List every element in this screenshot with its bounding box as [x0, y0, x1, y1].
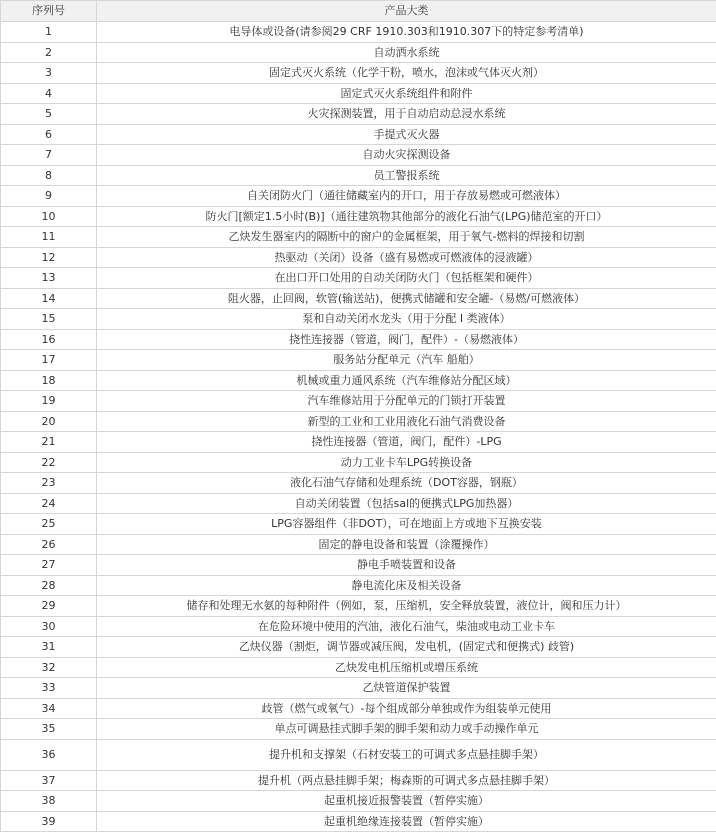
table-row [1, 637, 716, 658]
table-row [1, 657, 716, 678]
row-product-category: 热驱动（关闭）设备（盛有易燃或可燃液体的浸液罐） [97, 247, 716, 268]
table-row [1, 186, 716, 207]
row-product-category: 静电手喷装置和设备 [97, 555, 716, 576]
table-row [1, 22, 716, 43]
row-product-category: 乙炔发生器室内的隔断中的窗户的金属框架，用于氧气-燃料的焊接和切割 [97, 227, 716, 248]
table-row [1, 452, 716, 473]
row-product-category: 手提式灭火器 [97, 124, 716, 145]
row-product-category: 提升机和支撑架（石材安装工的可调式多点悬挂脚手架） [97, 739, 716, 770]
row-product-category: 挠性连接器（管道，阀门，配件）-LPG [97, 432, 716, 453]
row-product-category: 防火门[额定1.5小时(B)]（通往建筑物其他部分的液化石油气(LPG)储范室的开口） [97, 206, 716, 227]
row-product-category: 自动洒水系统 [97, 42, 716, 63]
row-serial-number: 16 [1, 329, 97, 350]
table-row [1, 514, 716, 535]
row-serial-number: 29 [1, 596, 97, 617]
table-row [1, 104, 716, 125]
table-row [1, 247, 716, 268]
table-row [1, 770, 716, 791]
header-product-category: 产品大类 [97, 1, 716, 22]
table-row [1, 288, 716, 309]
table-row [1, 473, 716, 494]
row-serial-number: 37 [1, 770, 97, 791]
header-serial-number: 序列号 [1, 1, 97, 22]
table-row [1, 596, 716, 617]
row-serial-number: 24 [1, 493, 97, 514]
table-row [1, 83, 716, 104]
row-serial-number: 23 [1, 473, 97, 494]
row-product-category: 员工警报系统 [97, 165, 716, 186]
row-product-category: 汽车维修站用于分配单元的门锁打开装置 [97, 391, 716, 412]
row-serial-number: 1 [1, 22, 97, 43]
row-serial-number: 14 [1, 288, 97, 309]
table-row [1, 791, 716, 812]
row-serial-number: 26 [1, 534, 97, 555]
table-row [1, 165, 716, 186]
row-product-category: 液化石油气存储和处理系统（DOT容器，钢瓶） [97, 473, 716, 494]
row-serial-number: 11 [1, 227, 97, 248]
table-row [1, 329, 716, 350]
row-serial-number: 34 [1, 698, 97, 719]
row-serial-number: 12 [1, 247, 97, 268]
row-serial-number: 33 [1, 678, 97, 699]
table-row [1, 227, 716, 248]
row-serial-number: 4 [1, 83, 97, 104]
row-product-category: 乙炔发电机压缩机或增压系统 [97, 657, 716, 678]
table-row [1, 493, 716, 514]
row-serial-number: 21 [1, 432, 97, 453]
row-serial-number: 5 [1, 104, 97, 125]
table-row [1, 391, 716, 412]
row-product-category: 提升机（两点悬挂脚手架；梅森斯的可调式多点悬挂脚手架） [97, 770, 716, 791]
row-serial-number: 18 [1, 370, 97, 391]
row-serial-number: 6 [1, 124, 97, 145]
row-product-category: 储存和处理无水氨的每种附件（例如，泵，压缩机，安全释放装置，液位计，阀和压力计） [97, 596, 716, 617]
row-serial-number: 28 [1, 575, 97, 596]
row-product-category: 乙炔仪器（割炬，调节器或减压阀，发电机，(固定式和便携式) 歧管) [97, 637, 716, 658]
table-row [1, 432, 716, 453]
row-product-category: 单点可调悬挂式脚手架的脚手架和动力或手动操作单元 [97, 719, 716, 740]
table-row [1, 411, 716, 432]
row-serial-number: 19 [1, 391, 97, 412]
row-serial-number: 9 [1, 186, 97, 207]
row-serial-number: 8 [1, 165, 97, 186]
row-product-category: 新型的工业和工业用液化石油气消费设备 [97, 411, 716, 432]
row-product-category: 在出口开口处用的自动关闭防火门（包括框架和硬件） [97, 268, 716, 289]
row-serial-number: 13 [1, 268, 97, 289]
table-row [1, 124, 716, 145]
table-row [1, 698, 716, 719]
table-row [1, 678, 716, 699]
row-product-category: 机械或重力通风系统（汽车维修站分配区域） [97, 370, 716, 391]
row-product-category: 动力工业卡车LPG转换设备 [97, 452, 716, 473]
table-row [1, 719, 716, 740]
table-body [1, 22, 716, 832]
row-product-category: 自动关闭装置（包括sal的便携式LPG加热器） [97, 493, 716, 514]
row-serial-number: 17 [1, 350, 97, 371]
row-product-category: 挠性连接器（管道，阀门，配件）-（易燃液体） [97, 329, 716, 350]
row-product-category: 阻火器，止回阀，软管(输送站)，便携式储罐和安全罐-（易燃/可燃液体） [97, 288, 716, 309]
table-row [1, 63, 716, 84]
row-product-category: 电导体或设备(请参阅29 CRF 1910.303和1910.307下的特定参考清单) [97, 22, 716, 43]
row-product-category: 静电流化床及相关设备 [97, 575, 716, 596]
row-serial-number: 10 [1, 206, 97, 227]
row-serial-number: 3 [1, 63, 97, 84]
row-serial-number: 31 [1, 637, 97, 658]
row-product-category: 起重机接近报警装置（暂停实施） [97, 791, 716, 812]
row-serial-number: 25 [1, 514, 97, 535]
table-row [1, 145, 716, 166]
row-serial-number: 2 [1, 42, 97, 63]
row-serial-number: 27 [1, 555, 97, 576]
table-row [1, 739, 716, 770]
row-product-category: 乙炔管道保护装置 [97, 678, 716, 699]
table-row [1, 555, 716, 576]
row-serial-number: 7 [1, 145, 97, 166]
table-row [1, 268, 716, 289]
row-serial-number: 39 [1, 811, 97, 832]
row-product-category: 起重机绝缘连接装置（暂停实施） [97, 811, 716, 832]
table-row [1, 350, 716, 371]
table-row [1, 616, 716, 637]
row-serial-number: 20 [1, 411, 97, 432]
row-product-category: 固定的静电设备和装置（涂覆操作） [97, 534, 716, 555]
row-serial-number: 30 [1, 616, 97, 637]
table-row [1, 206, 716, 227]
row-product-category: 火灾探测装置，用于自动启动总浸水系统 [97, 104, 716, 125]
table-row [1, 534, 716, 555]
table-row [1, 42, 716, 63]
row-serial-number: 38 [1, 791, 97, 812]
row-product-category: 固定式灭火系统组件和附件 [97, 83, 716, 104]
row-product-category: 自动火灾探测设备 [97, 145, 716, 166]
row-product-category: 泵和自动关闭水龙头（用于分配 I 类液体） [97, 309, 716, 330]
row-serial-number: 22 [1, 452, 97, 473]
table-row [1, 575, 716, 596]
row-product-category: 在危险环境中使用的汽油，液化石油气，柴油或电动工业卡车 [97, 616, 716, 637]
row-serial-number: 32 [1, 657, 97, 678]
row-product-category: 固定式灭火系统（化学干粉，喷水，泡沫或气体灭火剂） [97, 63, 716, 84]
table-row [1, 811, 716, 832]
row-serial-number: 36 [1, 739, 97, 770]
table-row [1, 309, 716, 330]
row-serial-number: 35 [1, 719, 97, 740]
row-serial-number: 15 [1, 309, 97, 330]
table-row [1, 370, 716, 391]
row-product-category: 自关闭防火门（通往储藏室内的开口，用于存放易燃或可燃液体） [97, 186, 716, 207]
row-product-category: LPG容器组件（非DOT），可在地面上方或地下互换安装 [97, 514, 716, 535]
row-product-category: 歧管（燃气或氧气）-每个组成部分单独或作为组装单元使用 [97, 698, 716, 719]
row-product-category: 服务站分配单元（汽车 船舶） [97, 350, 716, 371]
table-header-row [1, 1, 716, 22]
